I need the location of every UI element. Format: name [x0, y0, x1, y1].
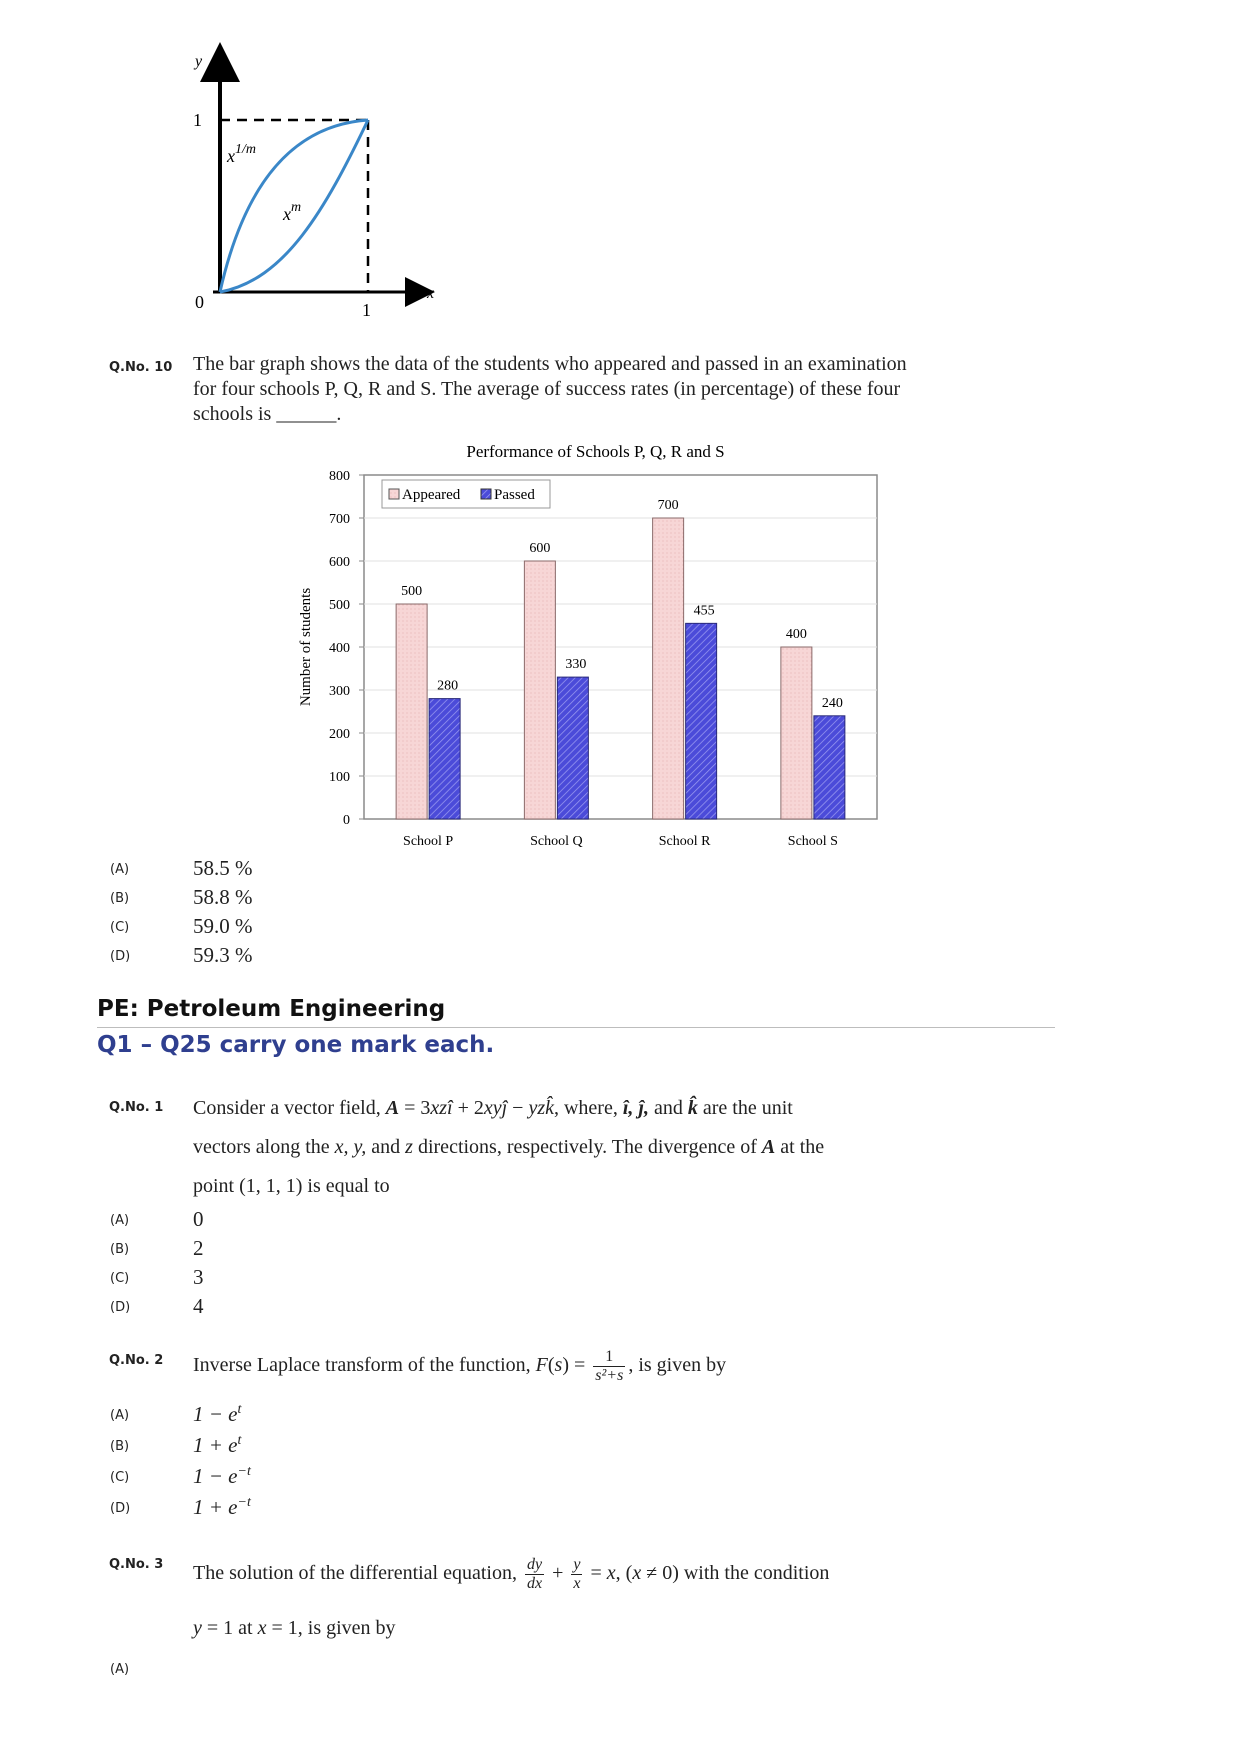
x-tick-label: School P	[403, 834, 454, 849]
q10-number: Q.No. 10	[109, 360, 173, 375]
q1-stem-line2: vectors along the x, y, and z directions, respectively. The divergence of A at the	[193, 1136, 825, 1158]
q10-option-value: 58.8 %	[193, 885, 253, 909]
value-label-passed: 330	[565, 657, 587, 673]
y-tick-label: 600	[329, 555, 350, 570]
y-tick-label: 500	[329, 598, 350, 613]
q10-option-value: 59.0 %	[193, 914, 253, 938]
y-tick-label: 700	[329, 512, 350, 527]
bar-appeared-school-s	[781, 647, 812, 819]
section-title: PE: Petroleum Engineering	[97, 996, 446, 1022]
q3-fraction-yx: $\frac{y}{x}$	[573, 1556, 581, 1592]
q2-option-value: $1 - e^{-t}$	[193, 1464, 251, 1488]
chart-legend	[382, 480, 550, 508]
q2-option-label: (D)	[110, 1501, 131, 1516]
origin-label: 0	[195, 292, 204, 312]
q1-option-value: 4	[193, 1294, 204, 1318]
legend-swatch-passed	[481, 489, 491, 499]
q1-number: Q.No. 1	[109, 1100, 164, 1115]
y-tick-label: 300	[329, 684, 350, 699]
q2-option-value: $1 + e^{-t}$	[193, 1495, 251, 1519]
y-tick-label: 400	[329, 641, 350, 656]
q2-option-value: $1 - e^t$	[193, 1402, 242, 1426]
q1-stem-line3: point (1, 1, 1) is equal to	[193, 1175, 390, 1197]
y-tick-label: 200	[329, 727, 350, 742]
q10-option-label: (B)	[110, 891, 130, 906]
y-tick-label: 0	[343, 813, 350, 828]
q10-option-label: (D)	[110, 949, 131, 964]
curve-root-label: $x^{1/m}$	[227, 142, 256, 166]
bar-appeared-school-p	[396, 604, 427, 819]
q2-fraction: $\frac{1}{\text{s²+s}}$	[595, 1348, 624, 1384]
curves-figure	[175, 40, 455, 330]
q10-stem-line1: The bar graph shows the data of the students who appeared and passed in an examination	[193, 353, 907, 375]
bar-passed-school-q	[557, 677, 588, 819]
tick-x-1: 1	[362, 300, 371, 320]
q1-option-value: 2	[193, 1236, 204, 1260]
legend-label-appeared: Appeared	[402, 487, 461, 503]
q10-stem-line2: for four schools P, Q, R and S. The average of success rates (in percentage) of these four	[193, 378, 901, 400]
x-tick-label: School Q	[530, 834, 583, 849]
section-subtitle: Q1 – Q25 carry one mark each.	[97, 1032, 495, 1058]
bar-appeared-school-r	[653, 518, 684, 819]
x-tick-label: School R	[658, 834, 711, 849]
q2-option-label: (A)	[110, 1408, 130, 1423]
q10-option-value: 58.5 %	[193, 856, 253, 880]
q1-stem-line1: Consider a vector field, A = 3xzî + 2xyĵ − yzk̂, where, î, ĵ, and k̂ are the unit	[193, 1097, 793, 1119]
value-label-passed: 280	[437, 678, 459, 694]
q1-option-label: (C)	[110, 1271, 130, 1286]
value-label-passed: 240	[821, 695, 843, 711]
q1-option-label: (D)	[110, 1300, 131, 1315]
q2-number: Q.No. 2	[109, 1353, 164, 1368]
q3-stem-line2: y = 1 at x = 1, is given by	[193, 1617, 396, 1639]
chart-title: Performance of Schools P, Q, R and S	[466, 442, 725, 461]
q10-option-value: 59.3 %	[193, 943, 253, 967]
value-label-appeared: 600	[529, 541, 551, 556]
q3-stem-line1: The solution of the differential equation, $\frac{dy}{dx}$ + $\frac{y}{x}$ = x, (x ≠ 0) with the condition	[193, 1556, 830, 1592]
y-tick-label: 100	[329, 770, 350, 785]
q10-option-label: (C)	[110, 920, 130, 935]
q2-option-value: $1 + e^t$	[193, 1433, 242, 1457]
bar-appeared-school-q	[524, 561, 555, 819]
curve-power-label: $x^m$	[283, 200, 302, 224]
legend-swatch-appeared	[389, 489, 399, 499]
y-tick-label: 800	[329, 469, 350, 484]
bar-passed-school-r	[686, 623, 717, 819]
bar-passed-school-s	[814, 716, 845, 819]
axis-y-label: y	[195, 53, 203, 70]
x-tick-label: School S	[787, 834, 838, 849]
q2-option-label: (B)	[110, 1439, 130, 1454]
q1-option-label: (A)	[110, 1213, 130, 1228]
tick-y-1: 1	[193, 110, 202, 130]
axis-x-label: x	[427, 285, 435, 302]
value-label-appeared: 400	[785, 627, 807, 642]
q2-stem: Inverse Laplace transform of the function, F(s) = $\frac{1}{\text{s²+s}}$ , is given by	[193, 1348, 727, 1384]
q10-option-label: (A)	[110, 862, 130, 877]
value-label-appeared: 700	[657, 498, 679, 513]
section-divider	[97, 1027, 1055, 1028]
legend-label-passed: Passed	[494, 487, 535, 503]
q1-option-value: 0	[193, 1207, 204, 1231]
q1-option-value: 3	[193, 1265, 204, 1289]
bar-chart	[290, 432, 900, 852]
bar-passed-school-p	[429, 699, 460, 819]
q10-stem-line3: schools is ______.	[193, 403, 342, 425]
value-label-appeared: 500	[401, 584, 423, 599]
q1-option-label: (B)	[110, 1242, 130, 1257]
q2-option-label: (C)	[110, 1470, 130, 1485]
q3-fraction-dydx: $\frac{dy}{dx}$	[526, 1556, 543, 1592]
q3-number: Q.No. 3	[109, 1557, 164, 1572]
y-axis-label: Number of students	[298, 587, 314, 707]
value-label-passed: 455	[693, 603, 715, 619]
q3-option-label: (A)	[110, 1662, 130, 1677]
